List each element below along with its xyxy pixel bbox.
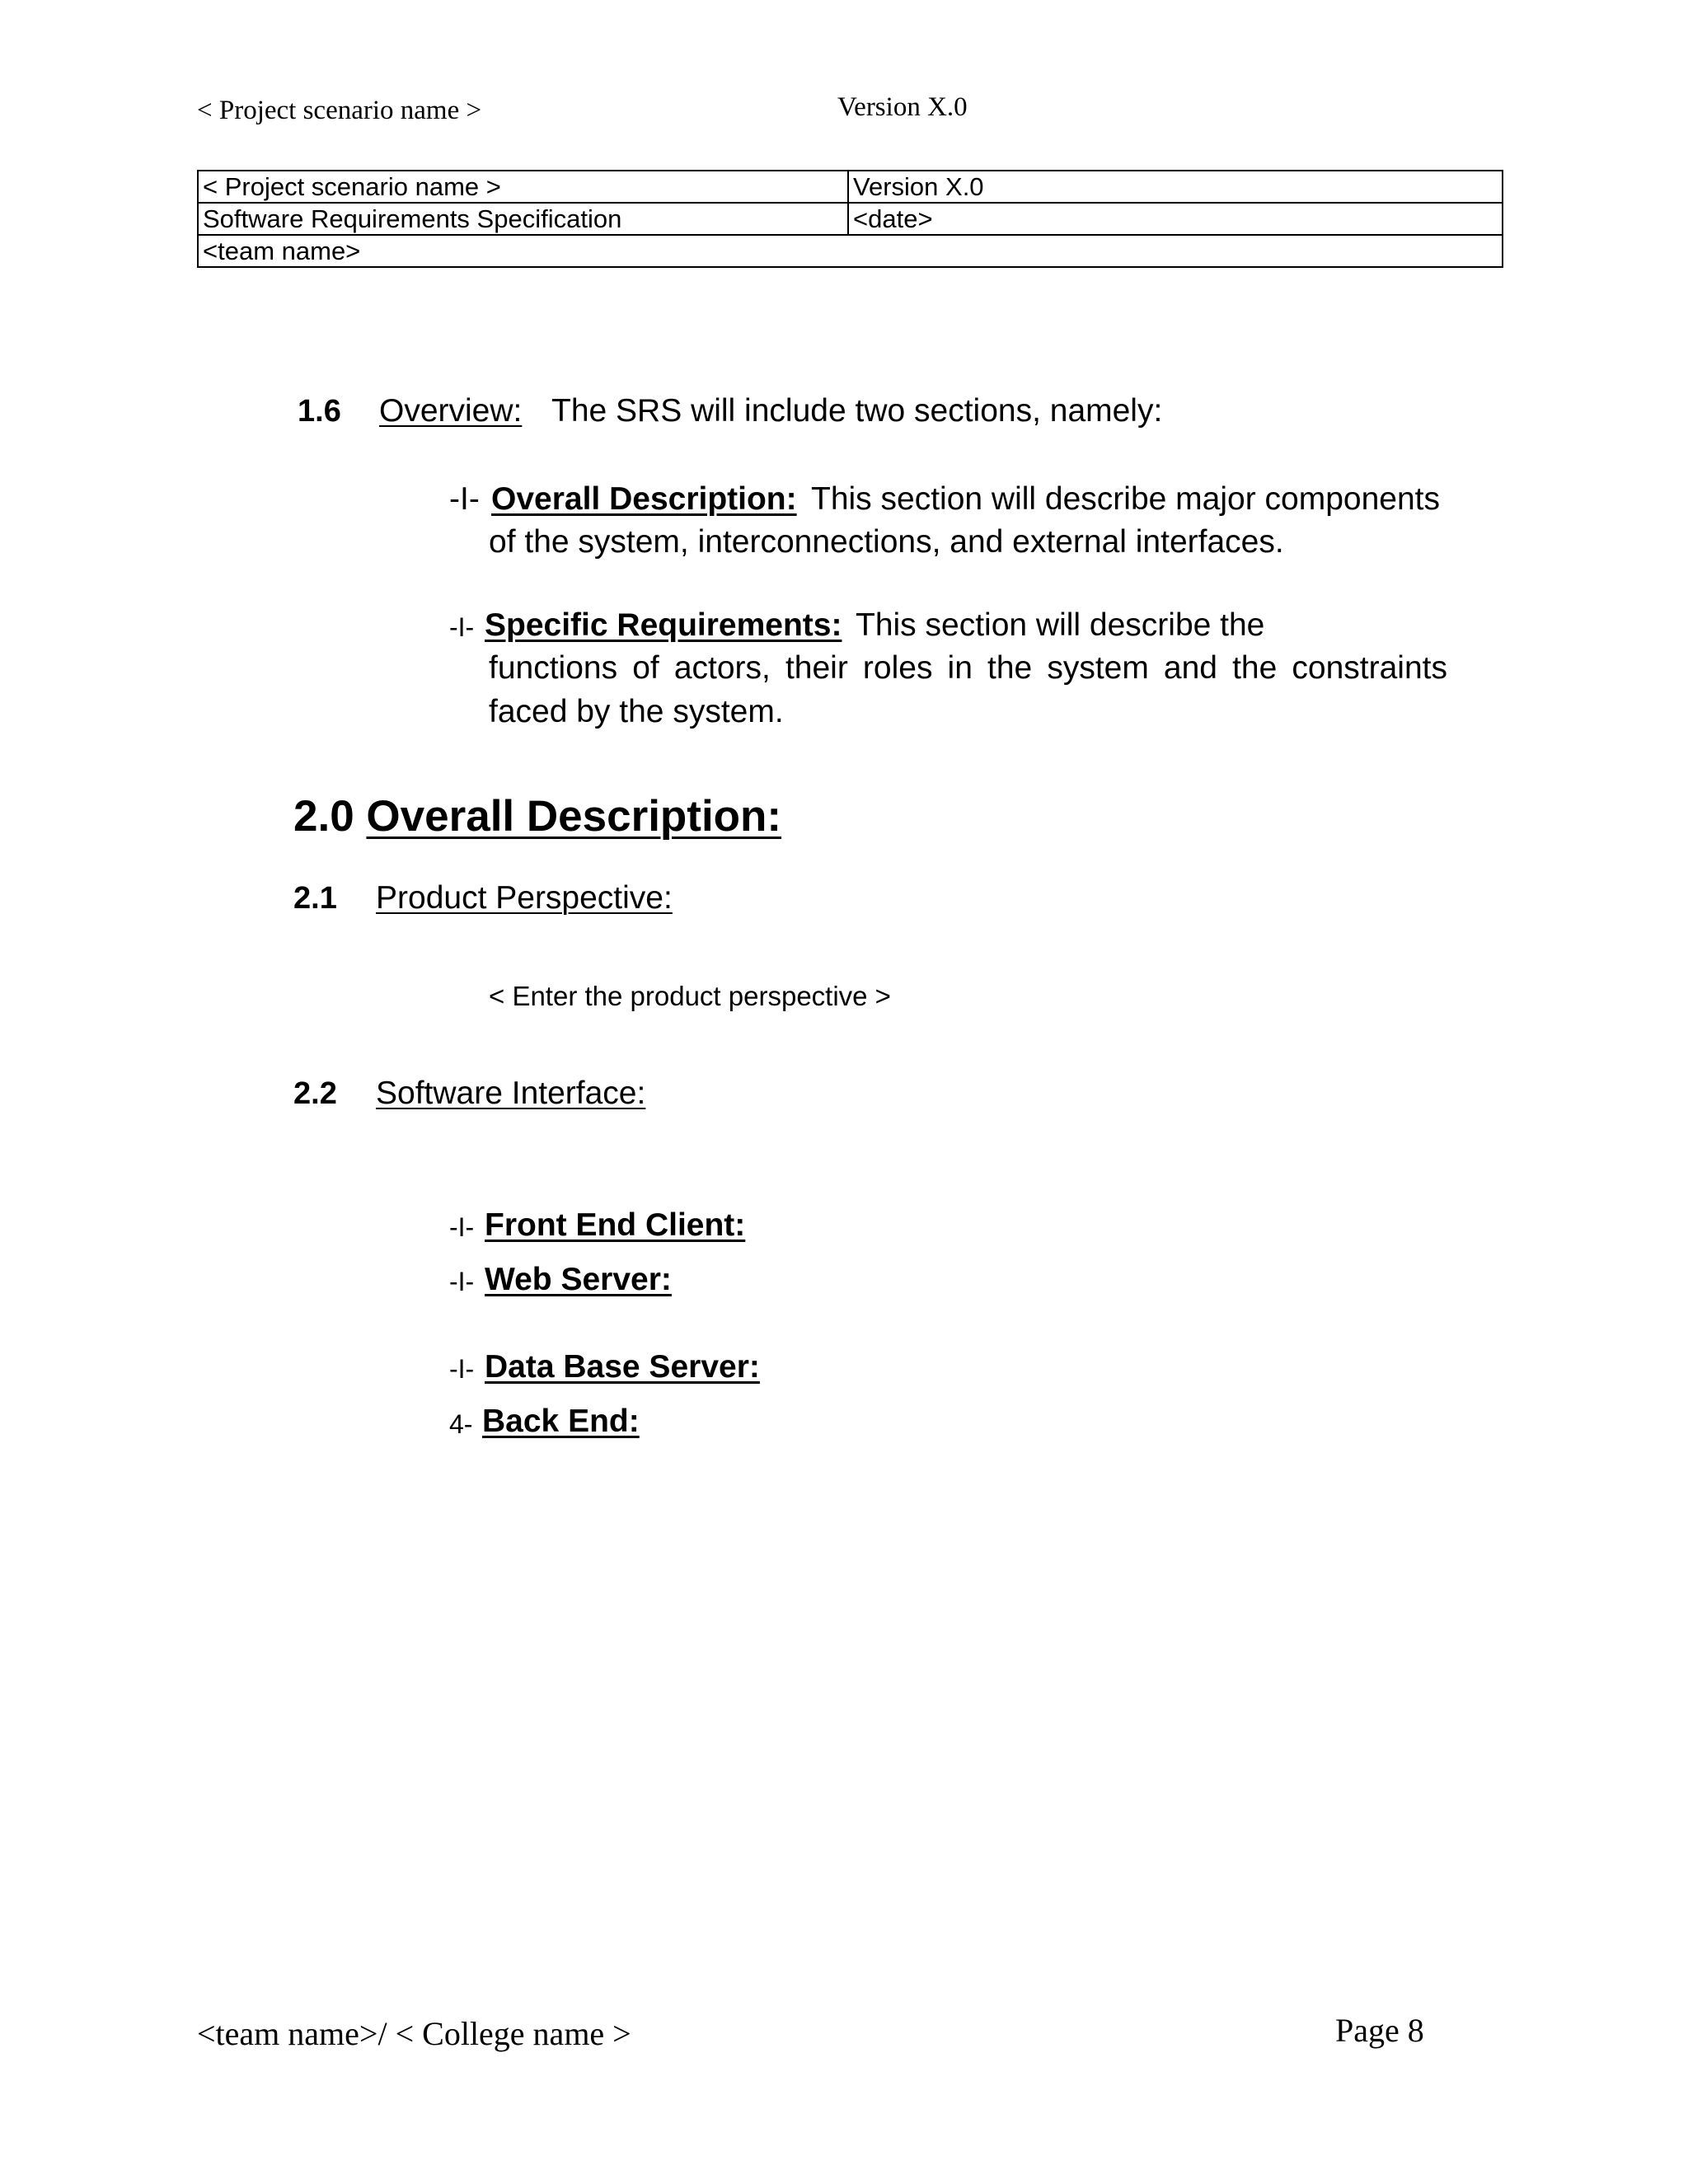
- title-block-row: [198, 203, 1503, 235]
- specific-requirements-text: This section will describe the: [856, 607, 1265, 643]
- specific-requirements-label: Specific Requirements:: [485, 607, 842, 643]
- section-2-0-number: 2.0: [293, 792, 354, 841]
- running-footer-team-college: <team name>/ < College name >: [197, 2015, 631, 2052]
- section-2-0-title: Overall Description:: [366, 792, 782, 841]
- data-base-server-label: Data Base Server:: [485, 1349, 760, 1385]
- specific-requirements-text-continued: functions of actors, their roles in the system and the constraints faced by the system.: [489, 650, 1447, 729]
- overall-description-text-continued: of the system, interconnections, and external interfaces.: [489, 524, 1284, 560]
- section-2-2-label: Software Interface:: [376, 1076, 646, 1111]
- section-2-1-label: Product Perspective:: [376, 880, 673, 916]
- web-server-label: Web Server:: [485, 1262, 672, 1297]
- running-header-version: Version X.0: [837, 92, 968, 122]
- section-2-1-number: 2.1: [293, 881, 337, 916]
- title-block-doc-type: Software Requirements Specification: [198, 203, 848, 235]
- section-2-0-heading: [293, 791, 781, 841]
- list-number: 4-: [449, 1409, 473, 1439]
- overall-description-label: Overall Description:: [491, 481, 797, 517]
- title-block-team-name: <team name>: [198, 235, 1503, 267]
- list-bullet: -I-: [449, 1212, 475, 1242]
- back-end-label: Back End:: [482, 1404, 640, 1439]
- overall-description-text: This section will describe major components: [811, 481, 1440, 517]
- title-block-table: [197, 170, 1503, 268]
- product-perspective-placeholder: < Enter the product perspective >: [489, 981, 891, 1011]
- list-bullet: -I-: [449, 1354, 475, 1384]
- section-1-6-label: Overview:: [379, 393, 523, 429]
- section-2-2-number: 2.2: [293, 1076, 337, 1111]
- title-block-project-name: < Project scenario name >: [198, 171, 848, 203]
- title-block-version: Version X.0: [848, 171, 1503, 203]
- title-block-date: <date>: [848, 203, 1503, 235]
- list-bullet: -I-: [449, 1267, 475, 1296]
- title-block-row: [198, 235, 1503, 267]
- page-number: Page 8: [1335, 2012, 1424, 2049]
- list-bullet: -I-: [449, 481, 480, 517]
- section-1-6-number: 1.6: [298, 394, 341, 429]
- running-header-project-name: < Project scenario name >: [197, 96, 482, 125]
- title-block-row: [198, 171, 1503, 203]
- front-end-client-label: Front End Client:: [485, 1207, 746, 1243]
- section-1-6-text: The SRS will include two sections, namely:: [551, 393, 1163, 429]
- list-bullet: -I-: [449, 612, 475, 642]
